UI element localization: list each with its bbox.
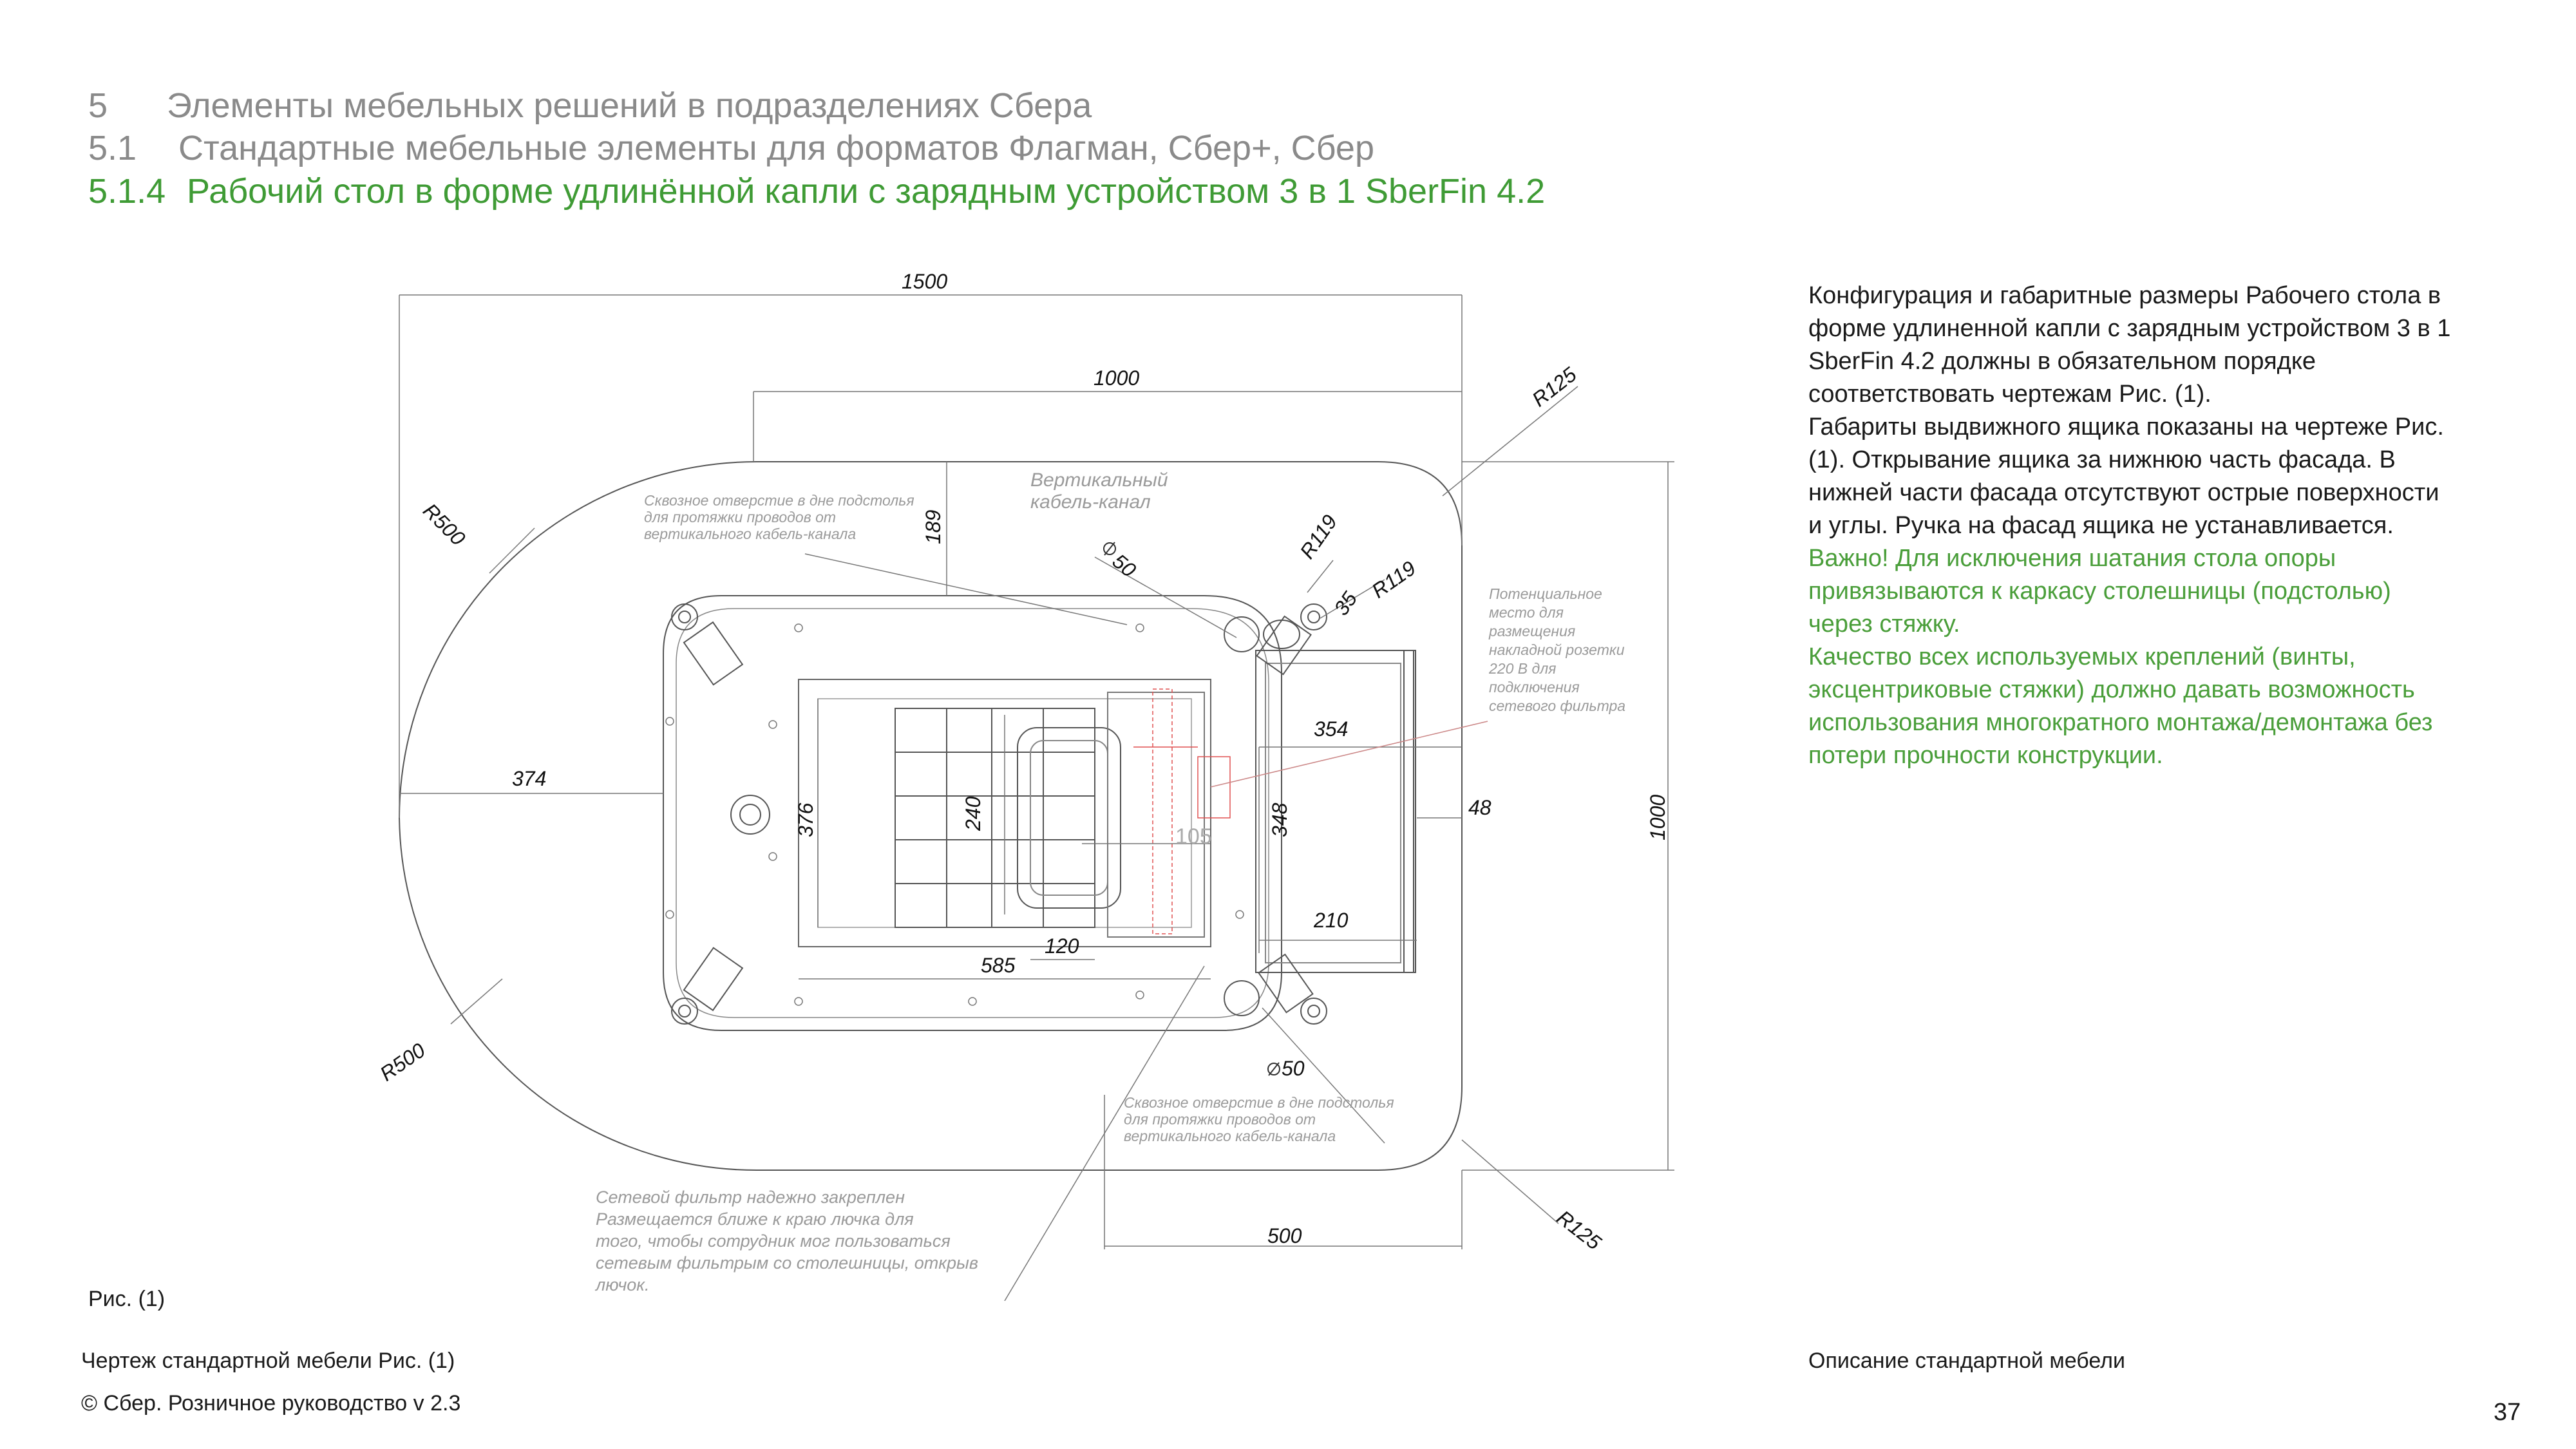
leg-bottom-right [1301,998,1327,1024]
description-caption: Описание стандартной мебели [1808,1349,2125,1373]
page-number: 37 [2494,1399,2521,1426]
note-vertical-channel: Вертикальный кабель-канал [1030,469,1168,513]
dim-r119-a: R119 [1295,510,1342,564]
description-block [1808,279,2452,772]
section-number: 5 [88,86,108,125]
section-heading-5-1 [88,131,1374,166]
section-title: Элементы мебельных решений в подразделениях Сбера [167,86,1092,125]
cable-hole-left [731,795,770,834]
description-paragraph-1: Конфигурация и габаритные размеры Рабочего стола в форме удлиненной капли с зарядным устройством 3 в 1 SberFin 4.2 должны в обязательном порядке соответствовать чертежам Рис. (1). [1808,282,2451,408]
technical-drawing [348,270,1765,1301]
figure-label: Рис. (1) [88,1287,166,1311]
leg-bottom-left [672,998,697,1024]
dim-1500: 1500 [902,270,948,293]
dim-240: 240 [961,796,985,831]
leg-top-left [672,604,697,630]
dim-210: 210 [1314,909,1349,932]
note-filter: Сетевой фильтр надежно закреплен Размещается ближе к краю лючка для того, чтобы сотрудник мог пользоваться сетевым фильтрым со столешницы, открыв лючок. [596,1188,978,1294]
dim-1000-side: 1000 [1646,794,1669,840]
subsection-number: 5.1 [88,129,137,167]
section-heading-5-1-4 [88,174,1545,209]
copyright: © Сбер. Розничное руководство v 2.3 [81,1391,461,1416]
dim-189: 189 [922,509,945,544]
description-paragraph-2: Габариты выдвижного ящика показаны на чертеже Рис. (1). Открывание ящика за нижнюю часть фасада. В нижней части фасада отсутствуют острые поверхности и углы. Ручка на фасад ящика не устанавливается. [1808,413,2444,539]
dim-585: 585 [981,954,1016,977]
dim-48: 48 [1468,796,1492,819]
dim-r500-top: R500 [419,498,470,551]
cable-hole-bottom [1224,981,1259,1016]
dim-r119-b: R119 [1367,556,1420,603]
dim-r125-top: R125 [1528,363,1581,412]
description-important: Важно! Для исключения шатания стола опоры привязываются к каркасу столешницы (подстолью) через стяжку. [1808,545,2391,638]
dim-376: 376 [794,802,817,837]
subsection-title: Стандартные мебельные элементы для форматов Флагман, Сбер+, Сбер [178,129,1374,167]
note-socket: Потенциальное место для размещения накладной розетки 220 В для подключения сетевого фильтра [1489,585,1626,714]
description-quality: Качество всех используемых креплений (винты, эксцентриковые стяжки) должно давать возможность использования многократного монтажа/демонтажа без потери прочности конструкции. [1808,643,2433,769]
drawing-caption: Чертеж стандартной мебели Рис. (1) [81,1349,455,1373]
note-hole-top: Сквозное отверстие в дне подстолья для протяжки проводов от вертикального кабель-канала [644,492,914,542]
dim-348: 348 [1268,802,1291,837]
section-heading-5 [88,88,1092,123]
cable-hole-top [1224,617,1259,652]
dim-1000-top: 1000 [1094,366,1140,390]
dim-50-top: 50 [1108,549,1141,582]
dim-500: 500 [1267,1224,1302,1247]
dim-35: 35 [1329,587,1362,620]
dim-354: 354 [1314,717,1349,741]
dim-r500-bottom: R500 [375,1038,430,1086]
item-number: 5.1.4 [88,172,166,211]
dim-r125-bottom: R125 [1552,1206,1606,1255]
dim-120: 120 [1045,934,1079,958]
dim-374: 374 [512,767,547,790]
note-hole-bottom: Сквозное отверстие в дне подстолья для протяжки проводов от вертикального кабель-канала [1124,1094,1394,1144]
item-title: Рабочий стол в форме удлинённой капли с зарядным устройством 3 в 1 SberFin 4.2 [187,172,1546,211]
dim-105: 105 [1175,824,1212,849]
dim-50-bottom: 50 [1282,1057,1305,1080]
